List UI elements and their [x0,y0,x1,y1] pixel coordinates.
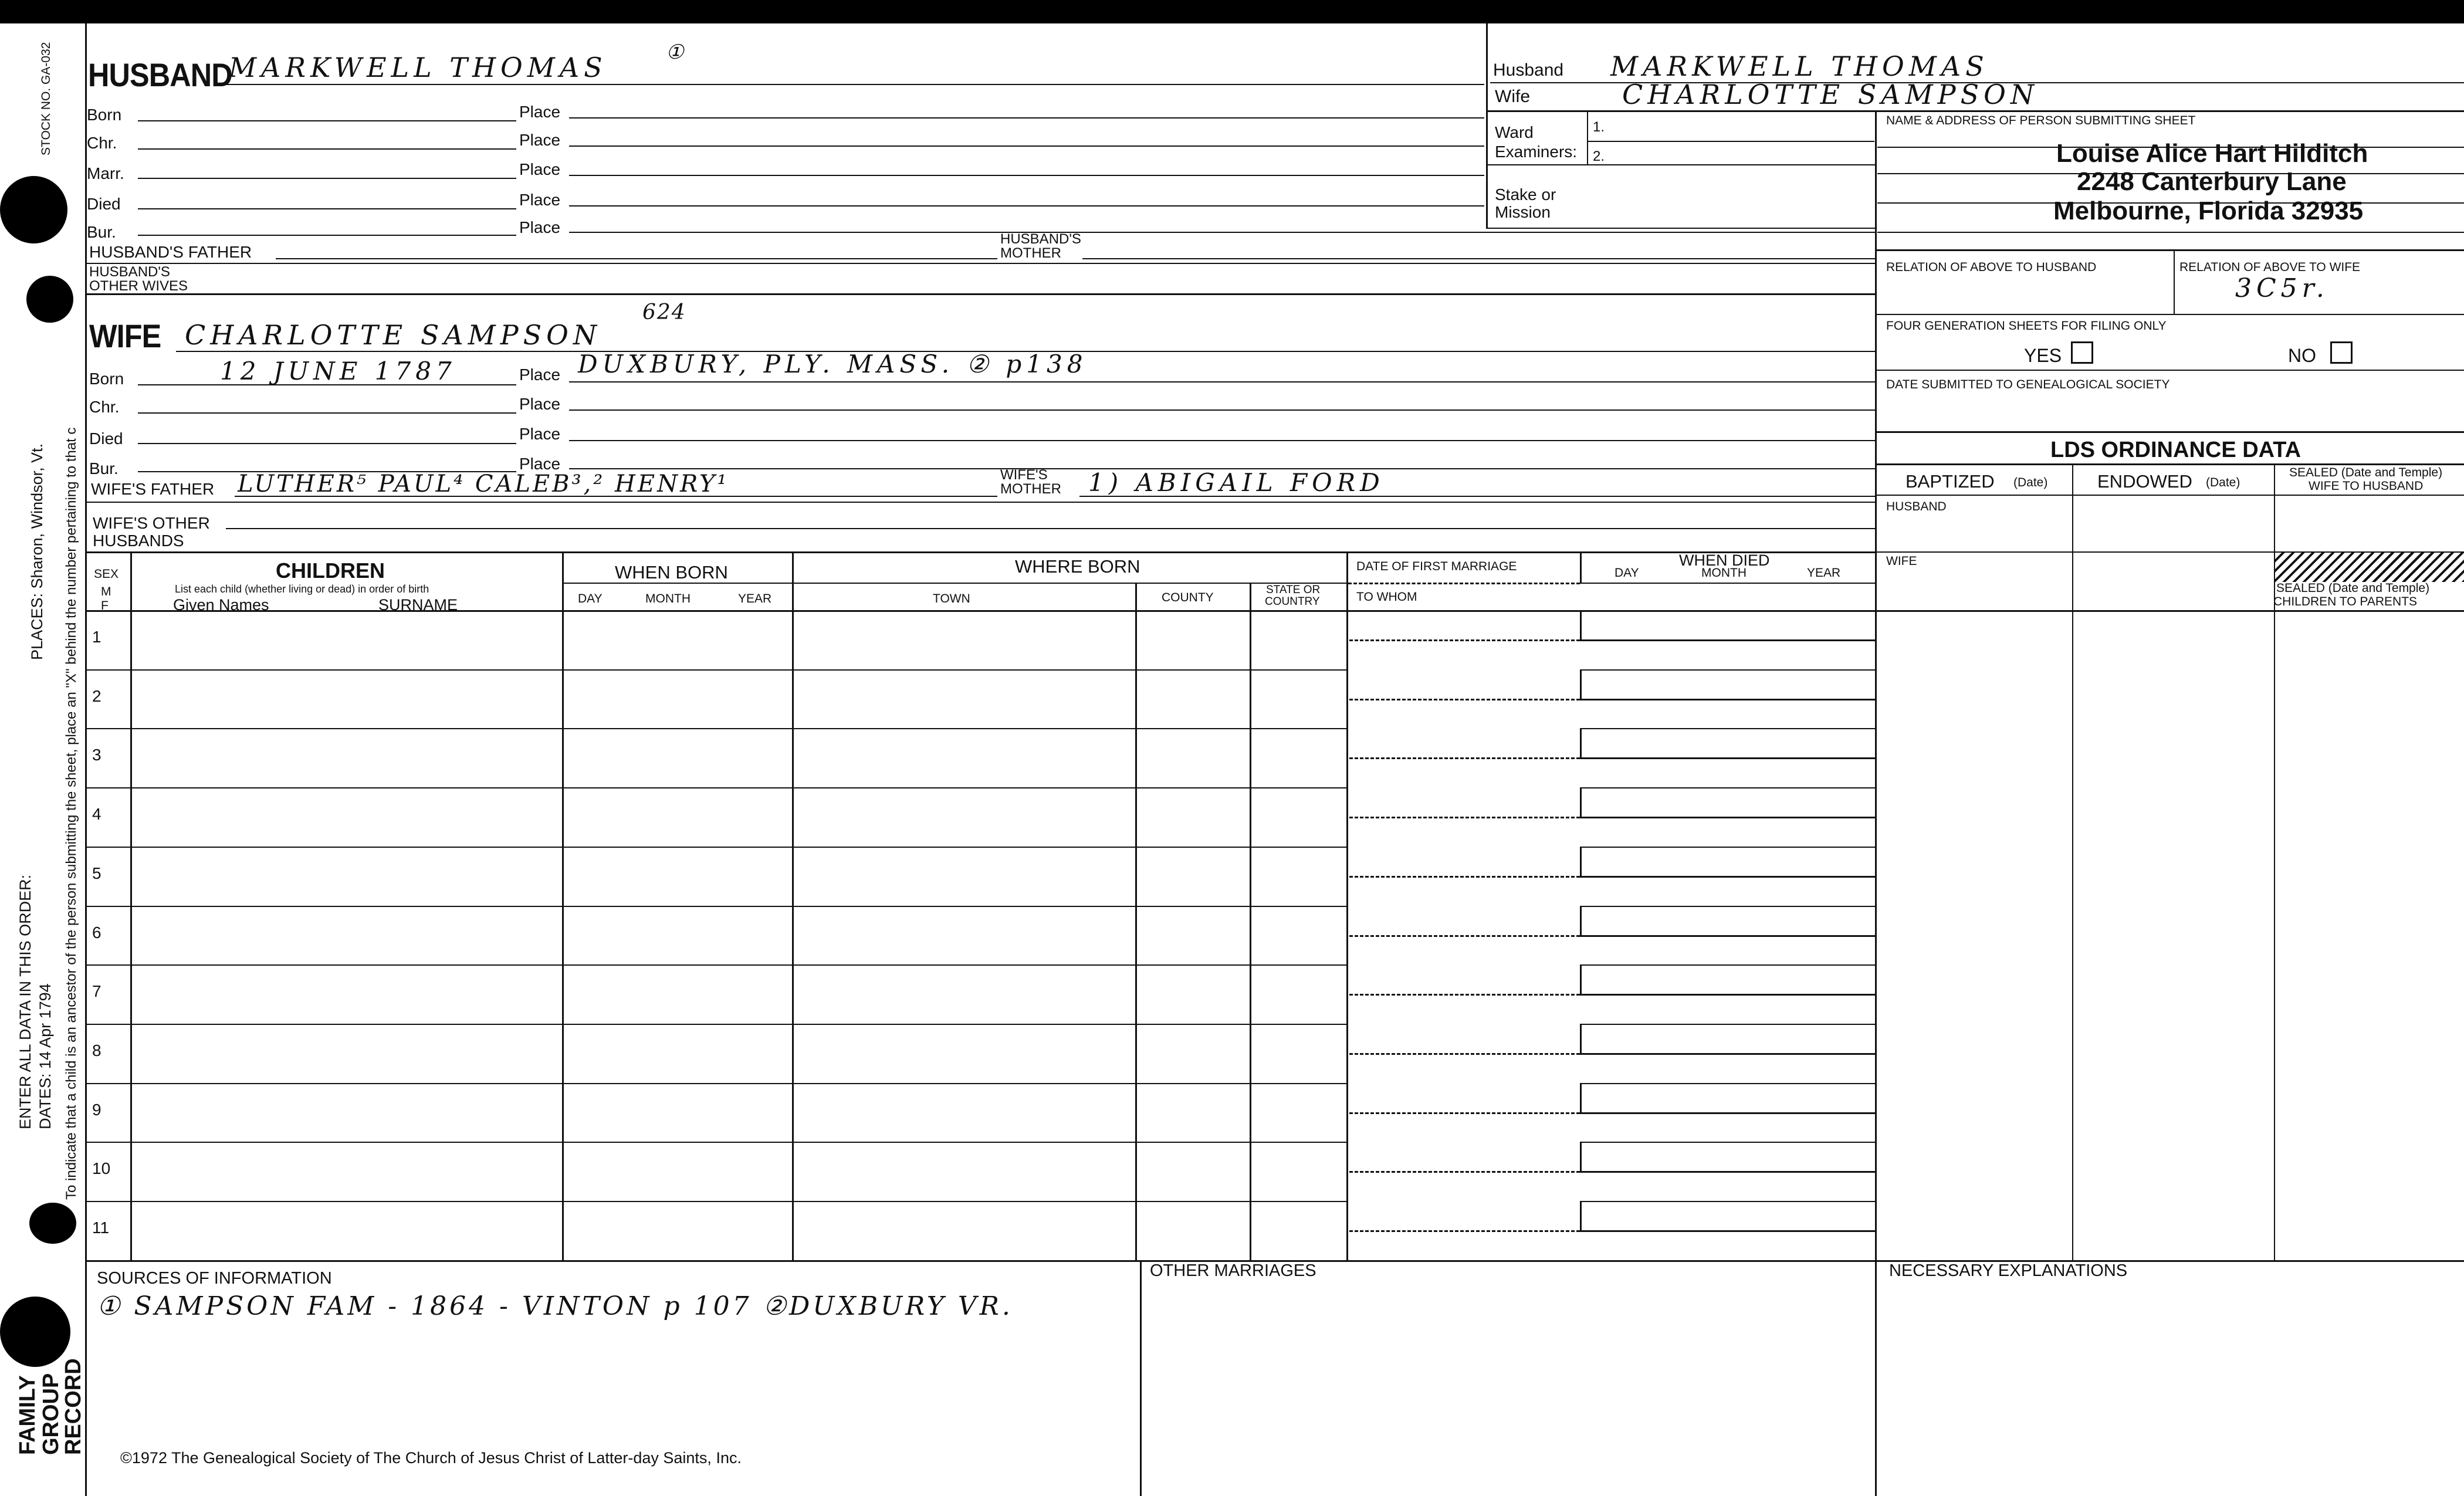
wife-mother-label-2: MOTHER [1000,481,1061,497]
child-row-divider [87,728,1347,729]
line [1587,141,1874,142]
submitter-name: Louise Alice Hart Hilditch [2056,139,2368,168]
wife-born-label: Born [89,370,124,388]
child-row-number: 6 [92,923,101,942]
died-bracket-line [1580,639,1875,641]
header-wife-label: Wife [1495,87,1530,106]
lds-baptized-date: (Date) [2013,476,2048,489]
line [1875,370,2464,371]
lds-hatched-cell [2275,553,2464,582]
frame-right-panel [1875,111,1877,1496]
four-gen-label: FOUR GENERATION SHEETS FOR FILING ONLY [1886,319,2167,333]
died-bracket [1580,848,1582,877]
line [1580,551,1582,583]
wife-bur-place-label: Place [519,455,561,473]
line [226,528,1875,529]
wife-label: WIFE [89,317,161,354]
husband-born-label: Born [87,106,122,124]
died-bracket-line [1580,935,1875,937]
line [87,551,1875,553]
born-month: MONTH [645,592,691,605]
died-bracket-line [1580,1230,1875,1232]
stock-number: STOCK NO. GA-032 [39,42,53,155]
child-row-divider [87,906,1347,907]
enter-data-order: ENTER ALL DATA IN THIS ORDER: [16,874,34,1129]
husband-died-label: Died [87,195,121,213]
husband-bur-label: Bur. [87,223,116,241]
husband-ref: ① [666,40,684,64]
line [1250,583,1251,1260]
died-bracket [1580,788,1582,818]
lds-husband-row: HUSBAND [1886,500,1947,513]
child-row-number: 7 [92,982,101,1001]
wife-born-place-label: Place [519,365,561,384]
child-row-number: 4 [92,805,101,824]
line [1486,228,1875,229]
line [138,148,516,150]
wife-born-place: DUXBURY, PLY. MASS. ② p138 [578,350,1088,378]
line [1486,110,2464,112]
marriage-dash-line [1349,1171,1580,1173]
when-died-label: WHEN DIED [1679,551,1770,569]
line [562,583,1346,584]
child-row-number: 11 [92,1219,110,1237]
child-row-divider [1580,1083,1875,1084]
child-row-divider [1580,906,1875,907]
yes-label: YES [2024,345,2062,366]
line [1875,249,2464,251]
child-row-divider [87,787,1347,788]
submitter-city: Melbourne, Florida 32935 [2053,197,2364,225]
marriage-dash-line [1349,994,1580,996]
died-bracket-line [1580,876,1875,878]
line [1877,232,2464,233]
wife-born-date: 12 JUNE 1787 [220,357,456,385]
died-bracket-line [1580,1112,1875,1114]
line [223,84,1484,85]
state-label-2: COUNTRY [1265,595,1320,608]
died-bracket-line [1580,757,1875,759]
died-bracket [1580,966,1582,995]
child-row-divider [1580,1201,1875,1202]
husband-marr-place-label: Place [519,160,561,178]
places-note: PLACES: Sharon, Windsor, Vt. [28,443,46,660]
child-row-divider [1580,669,1875,671]
stake-label-1: Stake or [1495,185,1556,204]
lds-title: LDS ORDINANCE DATA [2050,438,2301,462]
date-submitted-label: DATE SUBMITTED TO GENEALOGICAL SOCIETY [1886,378,2170,391]
wife-bur-label: Bur. [89,459,119,478]
born-day: DAY [578,592,603,605]
line [1875,495,2464,496]
died-bracket-line [1580,994,1875,996]
line [1875,431,2464,433]
line [87,293,1875,295]
died-bracket-line [1580,817,1875,818]
first-marriage-label: DATE OF FIRST MARRIAGE [1356,560,1517,573]
child-row-divider [87,964,1347,966]
line [2274,463,2275,1260]
line [1348,583,1580,584]
husband-mother-label-1: HUSBAND'S [1000,231,1081,247]
line [1587,111,1588,164]
wife-chr-place-label: Place [519,395,561,413]
child-row-divider [87,1024,1347,1025]
children-label: CHILDREN [276,559,385,583]
husband-chr-place-label: Place [519,131,561,149]
husband-died-place-label: Place [519,191,561,209]
child-row-number: 8 [92,1041,101,1060]
header-husband-value: MARKWELL THOMAS [1610,50,1989,82]
line [1486,164,1875,165]
marriage-dash-line [1349,757,1580,759]
wife-other-husbands-label-2: HUSBANDS [93,532,184,550]
line [569,381,1875,383]
line [1875,463,2464,465]
wife-ref: 624 [642,300,686,324]
line [1580,583,1875,584]
child-row-divider [87,1142,1347,1143]
child-row-divider [87,847,1347,848]
wife-father-label: WIFE'S FATHER [91,480,215,498]
husband-other-wives-label-2: OTHER WIVES [89,278,188,294]
child-row-divider [87,669,1347,671]
dates-note: DATES: 14 Apr 1794 [36,983,54,1129]
died-bracket [1580,1084,1582,1113]
died-bracket-line [1580,1171,1875,1173]
given-names-label: Given Names [173,596,269,614]
died-bracket [1580,907,1582,936]
line [87,610,1875,612]
line [569,145,1484,147]
died-bracket-line [1580,1053,1875,1055]
stake-label-2: Mission [1495,203,1551,221]
sex-f: F [101,599,109,612]
line [569,409,1875,411]
wife-name: CHARLOTTE SAMPSON [185,319,602,351]
children-note: List each child (whether living or dead) in order of birth [175,583,429,595]
husband-born-place-label: Place [519,103,561,121]
lds-sealed-wife-2: WIFE TO HUSBAND [2309,479,2424,493]
wife-mother-label-1: WIFE'S [1000,467,1048,483]
marriage-dash-line [1349,935,1580,937]
line [138,120,516,121]
ancestor-instruction: To indicate that a child is an ancestor of the person submitting the sheet, place an "X" behind the number pertaining to that c [63,427,79,1200]
line [138,443,516,444]
relation-wife-value: 3C5r. [2235,273,2329,303]
child-row-divider [87,1201,1347,1202]
examiner-1: 1. [1593,119,1605,135]
child-row-number: 5 [92,864,101,882]
lds-sealed-wife-1: SEALED (Date and Temple) [2289,466,2443,479]
header-husband-label: Husband [1493,60,1564,80]
lds-baptized: BAPTIZED [1905,471,1995,492]
ward-label: Ward [1495,123,1534,141]
husband-bur-place-label: Place [519,218,561,236]
sources-value: ① SAMPSON FAM - 1864 - VINTON p 107 ②DUXBURY VR. [97,1291,1013,1321]
died-bracket [1580,729,1582,759]
lds-endowed-date: (Date) [2206,476,2240,489]
no-label: NO [2288,345,2316,366]
lds-endowed: ENDOWED [2097,471,2192,492]
county-label: COUNTY [1162,591,1214,604]
died-bracket [1580,611,1582,641]
wife-died-label: Died [89,429,123,448]
line [1082,258,1875,259]
child-row-divider [1580,847,1875,848]
marriage-dash-line [1349,1112,1580,1114]
sources-label: SOURCES OF INFORMATION [97,1269,332,1288]
child-row-number: 3 [92,746,101,764]
died-bracket [1580,1025,1582,1054]
line [138,208,516,209]
line [2072,463,2073,1260]
child-row-number: 9 [92,1100,101,1119]
died-bracket [1580,1202,1582,1231]
husband-other-wives-label-1: HUSBAND'S [89,264,170,280]
line [87,263,1875,264]
necessary-explanations-label: NECESSARY EXPLANATIONS [1889,1261,2128,1280]
marriage-dash-line [1349,699,1580,700]
binder-hole [26,276,73,323]
line [2174,251,2175,314]
top-border [0,0,2464,23]
husband-mother-label: MOTHER [1000,245,1061,261]
died-day: DAY [1615,566,1639,580]
line [138,178,516,179]
where-born-label: WHERE BORN [1015,556,1140,577]
wife-other-husbands-label-1: WIFE'S OTHER [93,514,210,532]
husband-name: MARKWELL THOMAS [229,52,607,83]
binder-hole [29,1203,76,1244]
yes-checkbox[interactable] [2071,341,2093,364]
line [569,205,1484,207]
husband-chr-label: Chr. [87,134,117,152]
husband-father-label: HUSBAND'S FATHER [89,243,252,261]
wife-mother-value: 1) ABIGAIL FORD [1088,468,1385,497]
frame-left [85,23,87,1496]
child-row-number: 10 [92,1159,111,1178]
line [569,175,1484,176]
line [138,412,516,414]
child-row-divider [1580,1024,1875,1025]
sex-m: M [101,585,111,598]
died-year: YEAR [1807,566,1841,580]
husband-label: HUSBAND [88,56,232,93]
lds-sealed-children-1: SEALED (Date and Temple) [2276,581,2430,595]
marriage-dash-line [1349,817,1580,818]
sex-label: SEX [94,567,119,581]
wife-father-value: LUTHER⁵ PAUL⁴ CALEB³,² HENRY¹ [238,471,729,497]
wife-died-place-label: Place [519,425,561,443]
town-label: TOWN [933,592,970,605]
child-row-divider [1580,728,1875,729]
marriage-dash-line [1349,1053,1580,1055]
lds-wife-row: WIFE [1886,554,1917,568]
child-row-divider [1580,964,1875,966]
born-year: YEAR [738,592,772,605]
died-bracket-line [1580,699,1875,700]
relation-wife-label: RELATION OF ABOVE TO WIFE [2179,260,2361,274]
died-bracket [1580,671,1582,700]
marriage-dash-line [1349,1230,1580,1232]
frame-mid [1486,23,1488,229]
no-checkbox[interactable] [2330,341,2353,364]
child-row-divider [1580,787,1875,788]
child-row-divider [87,1083,1347,1084]
surname-label: SURNAME [378,596,458,614]
line [138,235,516,236]
form-title-group: GROUP [39,1373,63,1455]
line [87,502,1875,503]
line [1140,1260,1142,1496]
line [1875,610,2464,612]
line [569,117,1484,119]
husband-marr-label: Marr. [87,164,124,182]
examiners-label: Examiners: [1495,143,1578,161]
child-row-divider [1580,1142,1875,1143]
state-label-1: STATE OR [1266,584,1321,596]
line [1135,583,1137,1260]
copyright: ©1972 The Genealogical Society of The Church of Jesus Christ of Latter-day Saints, Inc. [120,1449,742,1467]
header-wife-value: CHARLOTTE SAMPSON [1622,79,2039,110]
died-bracket [1580,1143,1582,1172]
lds-sealed-children-2: CHILDREN TO PARENTS [2273,595,2418,608]
other-marriages-label: OTHER MARRIAGES [1150,1261,1316,1280]
submitter-label: NAME & ADDRESS OF PERSON SUBMITTING SHEET [1886,114,2196,127]
marriage-dash-line [1349,876,1580,878]
to-whom-label: TO WHOM [1356,590,1417,604]
line [569,232,1875,233]
form-title-family: FAMILY [15,1375,40,1455]
submitter-street: 2248 Canterbury Lane [2077,167,2347,196]
binder-hole [0,176,67,243]
child-row-number: 2 [92,686,101,705]
binder-hole [0,1297,70,1367]
line [276,258,997,259]
examiner-2: 2. [1593,148,1605,164]
when-born-label: WHEN BORN [615,562,728,583]
line [569,440,1875,441]
line [1875,314,2464,315]
wife-chr-label: Chr. [89,398,120,416]
child-row-number: 1 [92,628,101,646]
form-title-record: RECORD [61,1358,86,1455]
marriage-dash-line [1349,639,1580,641]
died-month: MONTH [1701,566,1747,580]
relation-husband-label: RELATION OF ABOVE TO HUSBAND [1886,260,2097,274]
